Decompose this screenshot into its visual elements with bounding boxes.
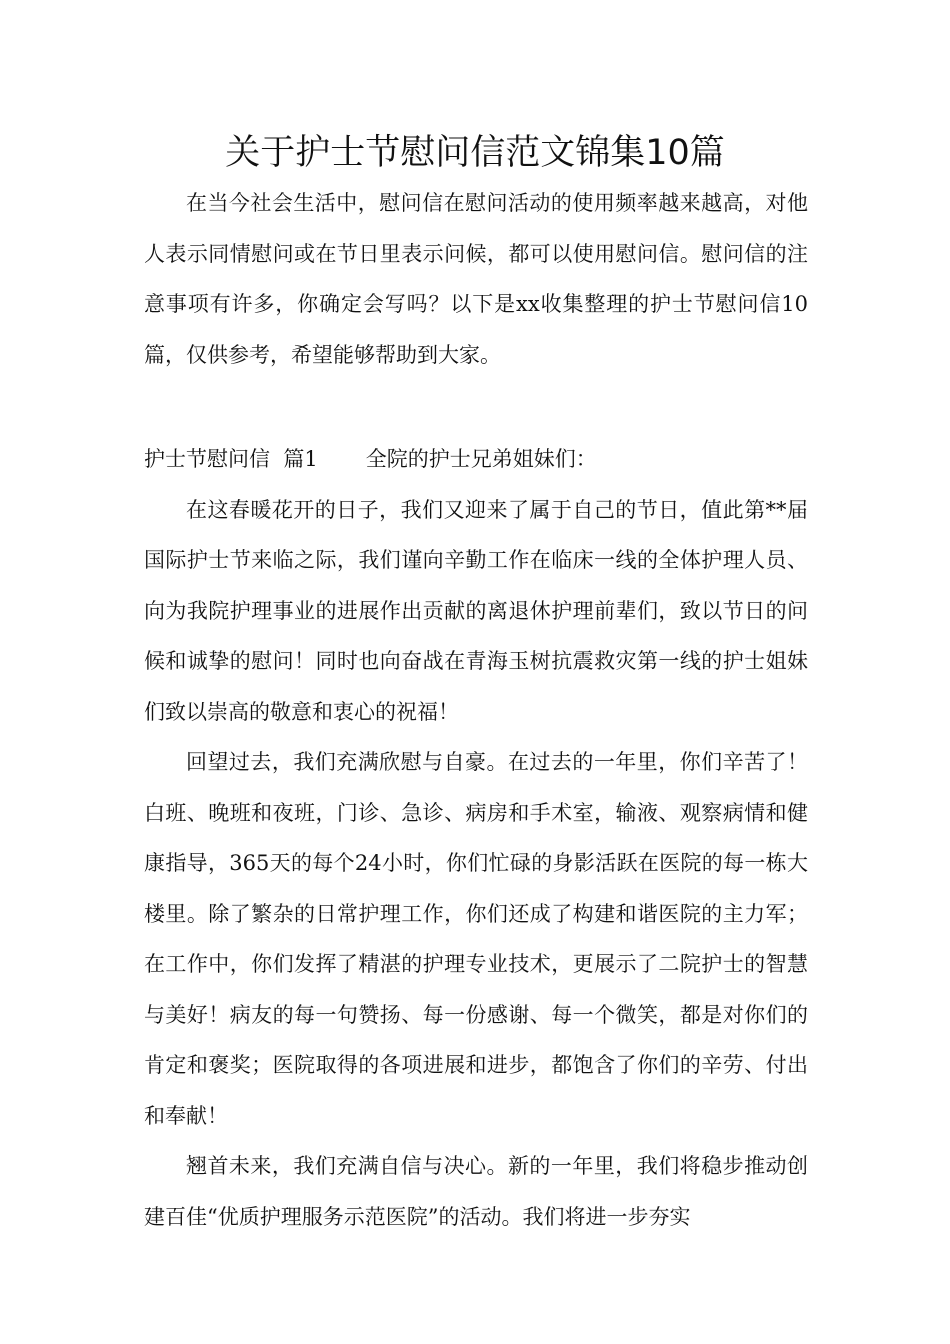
- section-heading: 护士节慰问信 篇1: [144, 447, 318, 471]
- document-title: 关于护士节慰问信范文锦集10篇: [225, 133, 725, 173]
- intro-block: [144, 178, 808, 380]
- intro-paragraph: 在当今社会生活中，慰问信在慰问活动的使用频率越来越高，对他人表示同情慰问或在节日里表示问候，都可以使用慰问信。慰问信的注意事项有许多，你确定会写吗？以下是xx收集整理的护士节慰问信10篇，仅供参考，希望能够帮助到大家。: [144, 191, 808, 367]
- letter-paragraph-1: 在这春暖花开的日子，我们又迎来了属于自己的节日，值此第**届国际护士节来临之际，我们谨向辛勤工作在临床一线的全体护理人员、向为我院护理事业的进展作出贡献的离退休护理前辈们，致以节日的问候和诚挚的慰问！同时也向奋战在青海玉树抗震救灾第一线的护士姐妹们致以崇高的敬意和衷心的祝福！: [144, 497, 808, 724]
- salutation: 全院的护士兄弟姐妹们：: [365, 447, 597, 471]
- letter-paragraph-3: 翘首未来，我们充满自信与决心。新的一年里，我们将稳步推动创建百佳“优质护理服务示范医院”的活动。我们将进一步夯实: [144, 1154, 808, 1229]
- letter-paragraph-2: 回望过去，我们充满欣慰与自豪。在过去的一年里，你们辛苦了！白班、晚班和夜班，门诊、急诊、病房和手术室，输液、观察病情和健康指导，365天的每个24小时，你们忙碌的身影活跃在医院的每一栋大楼里。除了繁杂的日常护理工作，你们还成了构建和谐医院的主力军；在工作中，你们发挥了精湛的护理专业技术，更展示了二院护士的智慧与美好！病友的每一句赞扬、每一份感谢、每一个微笑，都是对你们的肯定和褒奖；医院取得的各项进展和进步，都饱含了你们的辛劳、付出和奉献！: [144, 750, 808, 1128]
- letter-section: [144, 434, 808, 1242]
- section-heading-line: [144, 434, 808, 485]
